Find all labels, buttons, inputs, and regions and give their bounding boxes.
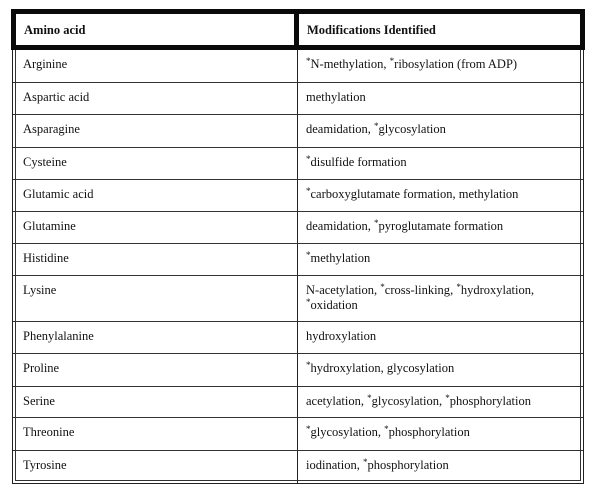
modification-item [306, 57, 383, 71]
footnote-asterisk: * [374, 121, 379, 131]
footnote-asterisk: * [367, 393, 372, 403]
footnote-asterisk: * [306, 154, 311, 164]
modification-text: disulfide formation [310, 155, 407, 169]
modifications-cell: deamidation, *pyroglutamate formation [306, 218, 504, 233]
modifications-cell: iodination, *phosphorylation [306, 457, 449, 472]
header-cell-modifications [294, 9, 585, 50]
table-row [13, 244, 583, 276]
footnote-asterisk: * [389, 56, 395, 66]
modification-text: methylation [310, 251, 371, 265]
amino-acid-cell: Histidine [23, 251, 69, 265]
modification-item [459, 187, 519, 201]
amino-acid-cell: Asparagine [23, 122, 80, 136]
modification-text: acetylation [306, 394, 361, 408]
table-row [13, 387, 583, 418]
amino-acid-cell: Glutamic acid [23, 187, 94, 201]
modification-text: ribosylation (from ADP) [394, 57, 518, 71]
modification-item [306, 90, 366, 104]
table-row [13, 276, 583, 322]
modifications-cell [306, 329, 576, 344]
footnote-asterisk: * [306, 186, 311, 196]
modification-item [306, 425, 378, 439]
modification-item [380, 283, 450, 297]
modification-item [306, 155, 407, 169]
footnote-asterisk: * [306, 56, 311, 66]
modifications-cell: *N-methylation, *ribosylation (from ADP) [306, 56, 518, 71]
amino-acid-cell: Lysine [23, 283, 57, 297]
footnote-asterisk: * [306, 250, 311, 260]
modifications-cell [306, 251, 576, 266]
table-row [13, 418, 583, 451]
amino-acid-cell: Proline [23, 361, 60, 375]
modification-item [306, 329, 376, 343]
header-cell-amino-acid [11, 9, 299, 50]
footnote-asterisk: * [362, 457, 368, 467]
amino-acid-cell: Serine [23, 394, 55, 408]
header-label-modifications: Modifications Identified [307, 23, 436, 37]
modifications-cell: acetylation, *glycosylation, *phosphorylation [306, 393, 531, 408]
modification-text: carboxyglutamate formation [310, 187, 453, 201]
footnote-asterisk: * [374, 218, 379, 228]
modification-text: oxidation [310, 298, 358, 312]
modification-item [367, 394, 439, 408]
table-row [13, 83, 583, 115]
table-body [12, 50, 584, 484]
modification-text: phosphorylation [367, 458, 449, 472]
modification-item [456, 283, 531, 297]
modification-text: hydroxylation [460, 283, 531, 297]
modification-item [387, 361, 454, 375]
modification-text: glycosylation [310, 425, 378, 439]
modification-item [384, 425, 470, 439]
modification-item [306, 251, 370, 265]
modification-item [390, 57, 517, 71]
table-row [13, 50, 583, 83]
modification-text: glycosylation [386, 361, 455, 375]
footnote-asterisk: * [306, 424, 311, 434]
table-row [13, 148, 583, 180]
modifications-cell [306, 90, 576, 105]
modification-text: deamidation [306, 219, 368, 233]
footnote-asterisk: * [380, 282, 385, 292]
table-row [13, 115, 583, 148]
modifications-cell: *glycosylation, *phosphorylation [306, 424, 470, 439]
footnote-asterisk: * [306, 297, 311, 307]
modification-item [363, 458, 449, 472]
amino-acid-cell: Arginine [23, 57, 68, 71]
modifications-cell: N-acetylation, *cross-linking, *hydroxylation, *oxidation [306, 282, 535, 312]
amino-acid-cell: Phenylalanine [23, 329, 94, 343]
modification-item [306, 298, 358, 312]
amino-acid-cell: Threonine [23, 425, 75, 439]
modification-item [306, 187, 452, 201]
modification-text: methylation [458, 187, 519, 201]
modification-item [306, 219, 368, 233]
modification-text: deamidation [306, 122, 368, 136]
modification-text: cross-linking [384, 283, 451, 297]
modification-text: hydroxylation [306, 329, 377, 343]
footnote-asterisk: * [306, 360, 311, 370]
amino-acid-cell: Cysteine [23, 155, 67, 169]
table-row [13, 212, 583, 244]
modification-text: phosphorylation [449, 394, 531, 408]
modifications-cell: deamidation, *glycosylation [306, 121, 446, 136]
modifications-cell: *hydroxylation, glycosylation [306, 360, 455, 375]
table-row [13, 180, 583, 212]
amino-acid-cell: Tyrosine [23, 458, 67, 472]
modification-text: N-methylation [310, 57, 384, 71]
modification-text: pyroglutamate formation [378, 219, 504, 233]
table-row [13, 354, 583, 387]
header-label-amino-acid: Amino acid [24, 23, 86, 37]
modification-text: hydroxylation [310, 361, 381, 375]
modifications-cell [306, 155, 576, 170]
footnote-asterisk: * [456, 282, 461, 292]
modification-item [445, 394, 531, 408]
table-row [13, 322, 583, 354]
modification-text: phosphorylation [388, 425, 470, 439]
modification-text: iodination [306, 458, 357, 472]
modification-item [306, 394, 361, 408]
footnote-asterisk: * [384, 424, 389, 434]
modification-text: glycosylation [378, 122, 446, 136]
table-row [13, 451, 583, 484]
amino-acid-cell: Glutamine [23, 219, 76, 233]
footnote-asterisk: * [445, 393, 450, 403]
modification-item [306, 361, 381, 375]
modifications-cell: *carboxyglutamate formation, methylation [306, 186, 519, 201]
modification-item [374, 219, 503, 233]
modification-text: N-acetylation [306, 283, 375, 297]
modification-item [306, 283, 374, 297]
modification-item [306, 122, 368, 136]
modification-item [374, 122, 446, 136]
modification-item [306, 458, 357, 472]
modification-text: methylation [306, 90, 366, 104]
amino-acid-cell: Aspartic acid [23, 90, 90, 104]
modification-text: glycosylation [371, 394, 439, 408]
